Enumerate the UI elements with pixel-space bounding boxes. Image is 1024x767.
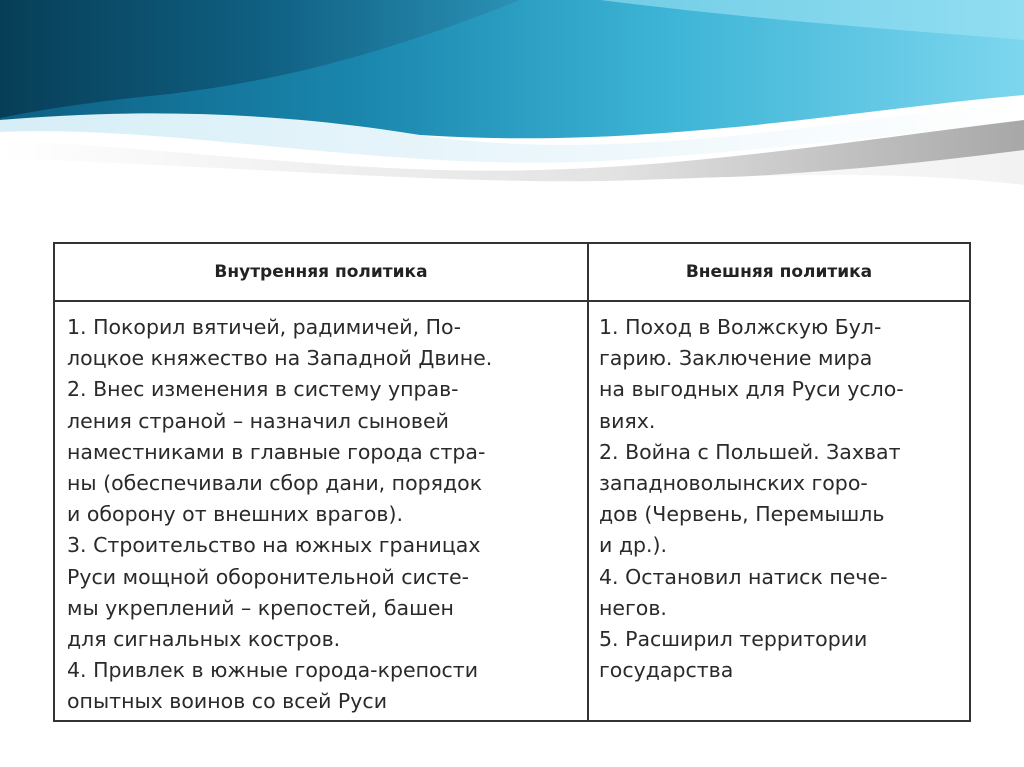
header-internal-policy: Внутренняя политика [55, 244, 588, 301]
internal-line: 1. Покорил вятичей, радимичей, По- [67, 315, 461, 339]
internal-line: Руси мощной оборонительной систе- [67, 564, 470, 589]
internal-line: 4. Привлек в южные города-крепости [67, 658, 479, 683]
internal-line: 3. Строительство на южных границах [67, 533, 481, 558]
external-line: и др.). [599, 533, 668, 558]
header-external-policy: Внешняя политика [588, 244, 969, 301]
internal-policy-cell [55, 301, 588, 720]
decorative-banner [0, 0, 1024, 230]
internal-line: мы укреплений – крепостей, башен [67, 595, 454, 620]
external-line: на выгодных для Руси усло- [599, 377, 904, 402]
internal-line: для сигнальных костров. [67, 627, 341, 652]
external-line: 4. Остановил натиск пече- [599, 564, 888, 589]
external-line: западноволынских горо- [599, 471, 868, 496]
table-body-row [55, 301, 969, 720]
external-line: государства [599, 658, 734, 683]
internal-line: 2. Внес изменения в систему управ- [67, 377, 459, 402]
internal-line: ны (обеспечивали сбор дани, порядок [67, 471, 483, 496]
internal-line: лоцкое княжество на Западной Двине. [67, 346, 493, 371]
external-line: 5. Расширил территории [599, 627, 868, 652]
internal-line: опытных воинов со всей Руси [67, 689, 388, 714]
internal-line: ления страной – назначил сыновей [67, 408, 449, 433]
internal-line: и оборону от внешних врагов). [67, 502, 403, 527]
policy-table [53, 242, 971, 722]
external-line: гарию. Заключение мира [599, 346, 873, 371]
external-line: негов. [599, 595, 667, 620]
external-policy-cell [588, 301, 969, 720]
policy-table-grid [55, 244, 969, 720]
internal-line: наместниками в главные города стра- [67, 439, 486, 464]
external-line: дов (Червень, Перемышль [599, 502, 885, 527]
external-line: 2. Война с Польшей. Захват [599, 439, 901, 464]
external-line: виях. [599, 408, 656, 433]
external-line: 1. Поход в Волжскую Бул- [599, 315, 882, 339]
table-header-row [55, 244, 969, 301]
